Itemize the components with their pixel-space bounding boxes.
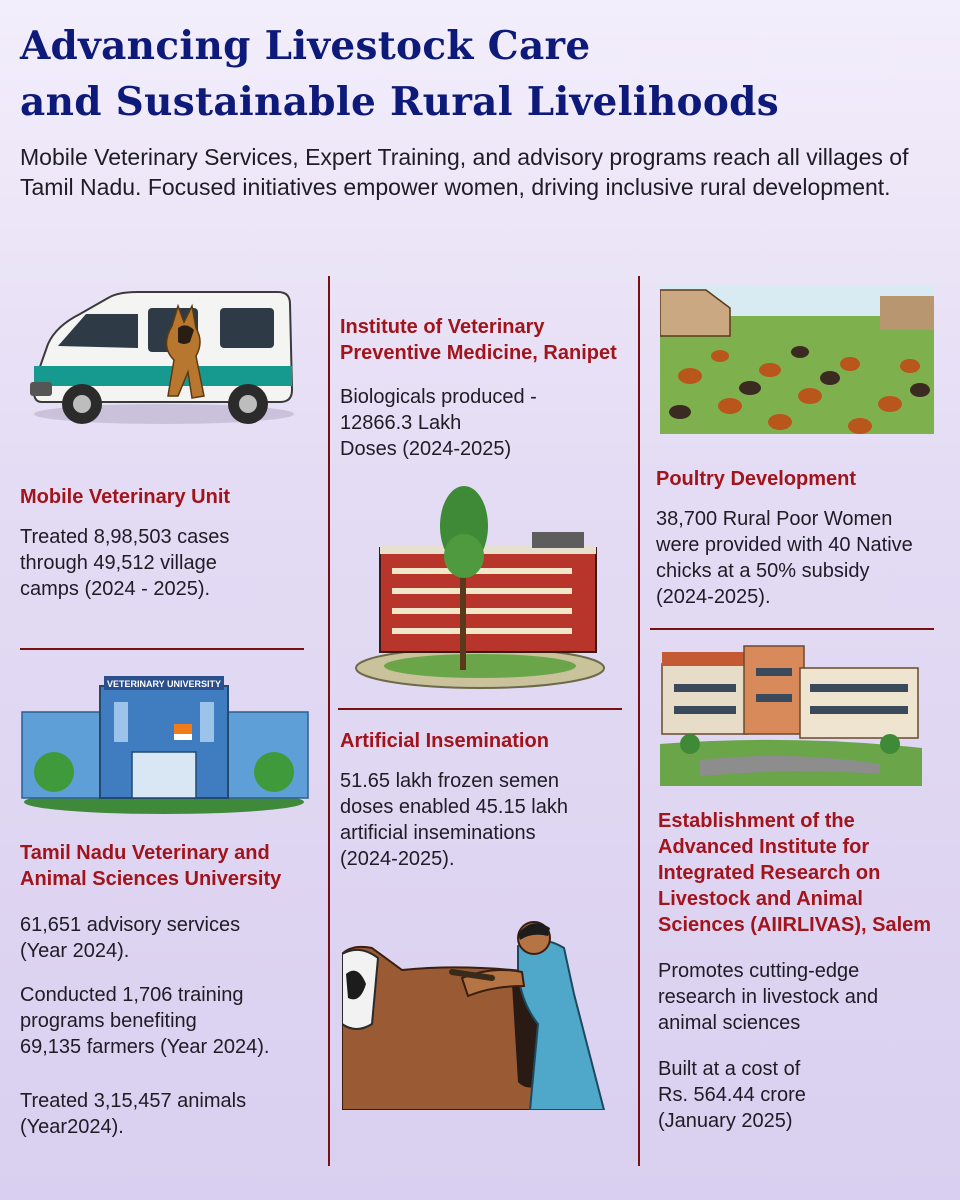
aiirlivas-heading-line-3: Integrated Research on [658,862,881,884]
poultry-text [656,506,956,610]
poultry-line-3: chicks at a 50% subsidy [656,560,870,582]
veterinarian-cow-illustration [342,914,628,1110]
title-line-1: Advancing Livestock Care [20,23,591,69]
university-treated-text [20,1088,320,1140]
aiirlivas-heading-line-5: Sciences (AIIRLIVAS), Salem [658,914,932,936]
mobile-unit-line-2: through 49,512 village [20,552,217,574]
research-campus-illustration [660,644,922,786]
insemination-text [340,768,630,872]
divider-column-2 [338,708,622,710]
university-treated-line-2: (Year2024). [20,1116,124,1138]
university-training-text [20,982,320,1060]
university-training-line-2: programs benefiting [20,1010,197,1032]
university-treated-line-1: Treated 3,15,457 animals [20,1090,247,1112]
poultry-heading: Poultry Development [656,468,857,490]
insemination-line-3: artificial inseminations [340,822,536,844]
page-title [20,18,950,130]
poultry-line-2: were provided with 40 Native [656,534,913,556]
aiirlivas-promo-line-3: animal sciences [658,1012,801,1034]
institute-line-3: Doses (2024-2025) [340,438,512,460]
university-sign: VETERINARY UNIVERSITY [106,679,222,689]
university-training-line-1: Conducted 1,706 training [20,984,244,1006]
university-advisory-line-1: 61,651 advisory services [20,914,241,936]
university-heading-line-2: Animal Sciences University [20,868,282,890]
aiirlivas-heading-line-2: Advanced Institute for [658,836,870,858]
aiirlivas-heading [658,808,958,938]
institute-line-1: Biologicals produced - [340,386,537,408]
van-illustration [28,286,300,436]
page-subtitle: Mobile Veterinary Services, Expert Training, and advisory programs reach all villages of Tamil Nadu. Focused initiatives empower women, driving inclusive rural development. [20,144,909,200]
divider-column-1 [20,648,304,650]
institute-line-2: 12866.3 Lakh [340,412,462,434]
institute-heading-line-2: Preventive Medicine, Ranipet [340,342,617,364]
mobile-unit-line-1: Treated 8,98,503 cases [20,526,230,548]
mobile-unit-line-3: camps (2024 - 2025). [20,578,211,600]
column-divider-right [638,276,640,1166]
aiirlivas-promo-text [658,958,958,1036]
university-heading [20,840,320,892]
poultry-line-4: (2024-2025). [656,586,771,608]
institute-heading [340,314,630,366]
insemination-line-1: 51.65 lakh frozen semen [340,770,560,792]
university-advisory-line-2: (Year 2024). [20,940,130,962]
insemination-heading: Artificial Insemination [340,730,549,752]
institute-building-illustration [352,484,608,692]
mobile-unit-text [20,524,310,602]
column-divider-left [328,276,330,1166]
aiirlivas-cost-line-3: (January 2025) [658,1110,793,1132]
title-line-2: and Sustainable Rural Livelihoods [20,79,779,125]
poultry-farm-illustration [660,286,934,434]
university-heading-line-1: Tamil Nadu Veterinary and [20,842,270,864]
aiirlivas-cost-line-2: Rs. 564.44 crore [658,1084,806,1106]
university-training-line-3: 69,135 farmers (Year 2024). [20,1036,270,1058]
institute-text [340,384,630,462]
university-illustration [14,672,314,818]
institute-heading-line-1: Institute of Veterinary [340,316,545,338]
aiirlivas-cost-text [658,1056,958,1134]
divider-column-3 [650,628,934,630]
university-advisory-text [20,912,320,964]
aiirlivas-heading-line-1: Establishment of the [658,810,855,832]
insemination-line-4: (2024-2025). [340,848,455,870]
mobile-unit-heading: Mobile Veterinary Unit [20,486,231,508]
poultry-line-1: 38,700 Rural Poor Women [656,508,893,530]
aiirlivas-promo-line-2: research in livestock and [658,986,879,1008]
aiirlivas-cost-line-1: Built at a cost of [658,1058,801,1080]
aiirlivas-heading-line-4: Livestock and Animal [658,888,863,910]
insemination-line-2: doses enabled 45.15 lakh [340,796,568,818]
aiirlivas-promo-line-1: Promotes cutting-edge [658,960,860,982]
